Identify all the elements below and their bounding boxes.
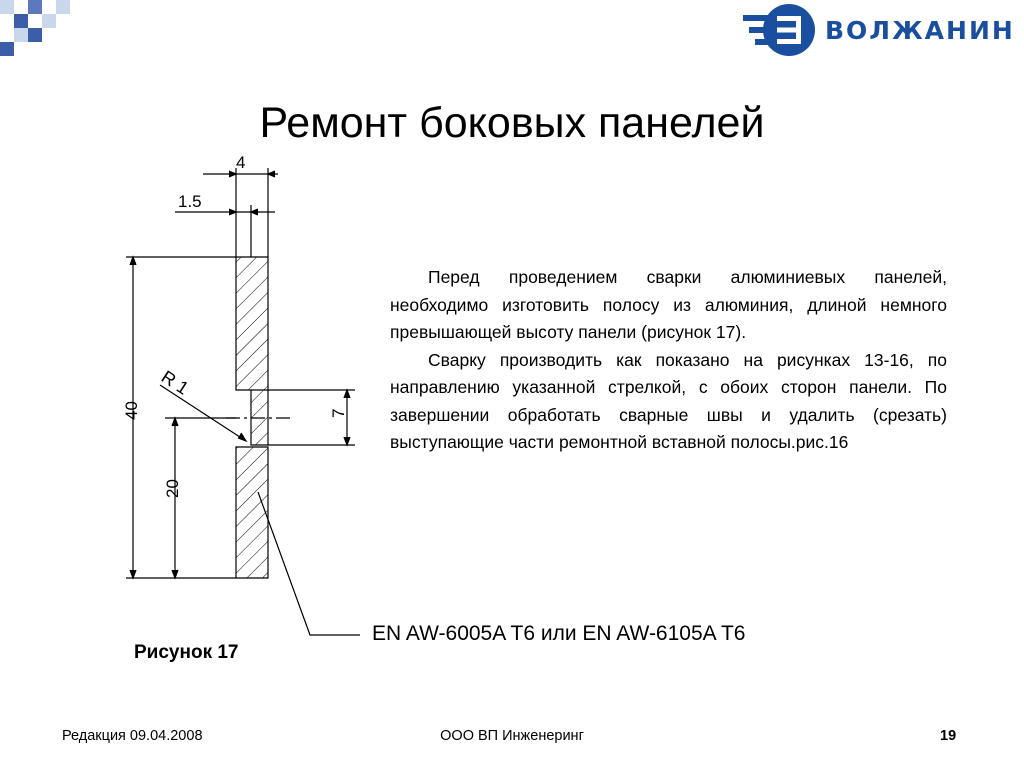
figure-caption: Рисунок 17 bbox=[134, 642, 239, 663]
dim-lower-label: 20 bbox=[163, 479, 182, 498]
corner-decoration bbox=[0, 0, 80, 64]
radius-label: R 1 bbox=[157, 366, 193, 399]
page-number: 19 bbox=[940, 728, 957, 744]
body-text bbox=[390, 264, 947, 457]
body-paragraph-2: Сварку производить как показано на рисунках 13-16, по направлению указанной стрелкой, с обоих сторон панели. По завершении обработать сварные швы и удалить (срезать) выступающие части ремонтной вставной полосы.рис.16 bbox=[390, 349, 947, 452]
logo-emblem-icon bbox=[741, 2, 817, 58]
body-paragraph-1: Перед проведением сварки алюминиевых панелей, необходимо изготовить полосу из алюминия, длиной немного превышающей высоту панели (рисунок 17). bbox=[390, 267, 947, 342]
page-title: Ремонт боковых панелей bbox=[259, 98, 765, 147]
material-label: EN AW-6005A T6 или EN AW-6105A T6 bbox=[372, 622, 746, 645]
dim-gap-label: 7 bbox=[329, 408, 348, 418]
dim-left-label: 1.5 bbox=[178, 192, 202, 211]
footer-revision: Редакция 09.04.2008 bbox=[62, 728, 203, 744]
dim-top-label: 4 bbox=[236, 153, 246, 172]
logo-text: ВОЛЖАНИН bbox=[825, 15, 1015, 45]
dim-total-label: 40 bbox=[122, 401, 141, 420]
company-logo bbox=[741, 2, 1021, 58]
footer-company: ООО ВП Инженеринг bbox=[440, 728, 584, 744]
technical-drawing bbox=[100, 140, 380, 660]
